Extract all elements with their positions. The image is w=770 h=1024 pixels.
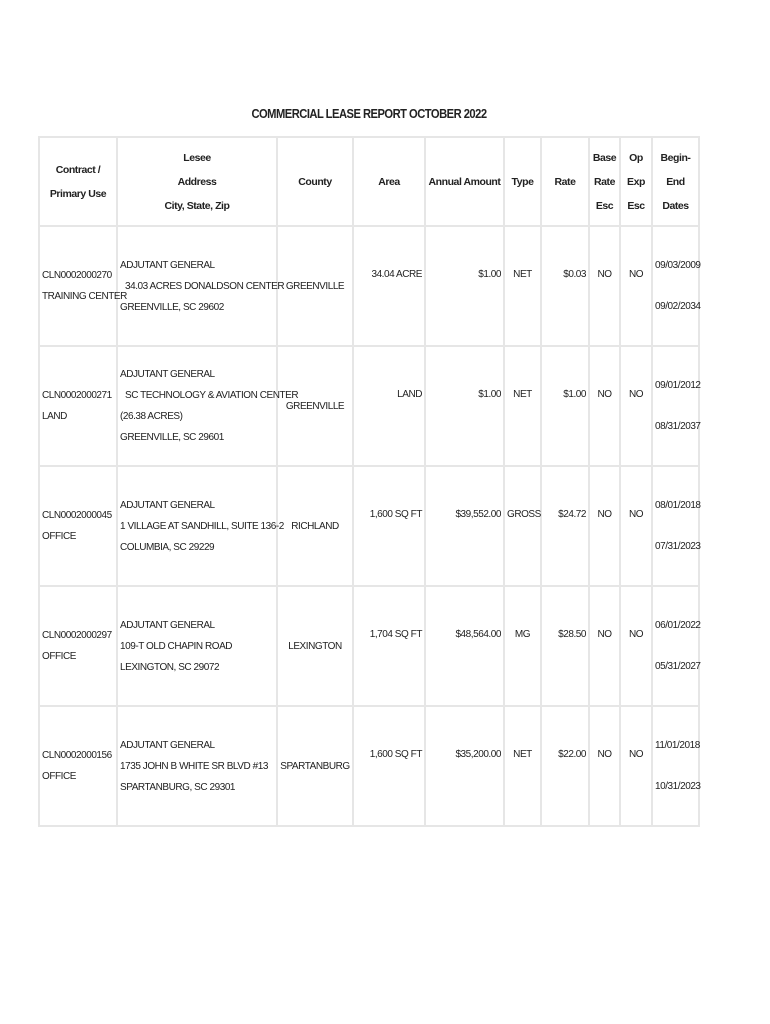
header-county: County: [277, 137, 353, 226]
dates-cell: [652, 586, 699, 706]
op-exp-esc-cell: NO: [620, 586, 652, 706]
county-cell: SPARTANBURG: [277, 706, 353, 826]
lessee-address: SC TECHNOLOGY & AVIATION CENTER: [125, 390, 299, 401]
type-cell: NET: [504, 346, 541, 466]
report-title: COMMERCIAL LEASE REPORT OCTOBER 2022: [251, 106, 487, 121]
area-cell: 1,600 SQ FT: [353, 706, 425, 826]
county-cell: GREENVILLE: [277, 226, 353, 346]
annual-amount-cell: $1.00: [425, 346, 504, 466]
lessee-name: ADJUTANT GENERAL: [120, 499, 215, 511]
primary-use: OFFICE: [42, 771, 76, 782]
contract-number: CLN0002000271: [42, 390, 112, 401]
base-rate-esc-cell: NO: [589, 466, 620, 586]
contract-cell: [39, 466, 117, 586]
area-cell: 1,704 SQ FT: [353, 586, 425, 706]
contract-cell: [39, 346, 117, 466]
rate-cell: $28.50: [541, 586, 589, 706]
base-rate-esc-cell: NO: [589, 226, 620, 346]
lessee-address: 1 VILLAGE AT SANDHILL, SUITE 136-2: [120, 520, 284, 532]
rate-cell: $1.00: [541, 346, 589, 466]
type-cell: NET: [504, 706, 541, 826]
rate-cell: $24.72: [541, 466, 589, 586]
rate-cell: $0.03: [541, 226, 589, 346]
begin-date: 09/03/2009: [655, 260, 701, 271]
contract-number: CLN0002000270: [42, 270, 112, 281]
table-row: [39, 586, 699, 706]
lessee-city: SPARTANBURG, SC 29301: [120, 781, 236, 793]
op-exp-esc-cell: NO: [620, 346, 652, 466]
lessee-city: GREENVILLE, SC 29602: [120, 301, 224, 313]
lessee-address-2: (26.38 ACRES): [120, 411, 183, 422]
lessee-city: COLUMBIA, SC 29229: [120, 541, 215, 553]
begin-date: 08/01/2018: [655, 500, 701, 511]
base-rate-esc-cell: NO: [589, 706, 620, 826]
header-base-rate-esc: Base Rate Esc: [589, 137, 620, 226]
primary-use: TRAINING CENTER: [42, 291, 127, 302]
end-date: 05/31/2027: [655, 661, 701, 672]
header-contract: Contract / Primary Use: [39, 137, 117, 226]
lessee-address: 34.03 ACRES DONALDSON CENTER: [125, 280, 285, 292]
type-cell: MG: [504, 586, 541, 706]
header-row: [39, 137, 699, 226]
lessee-cell: [117, 706, 277, 826]
lessee-cell: [117, 466, 284, 586]
end-date: 08/31/2037: [655, 421, 701, 432]
table-row: [39, 226, 699, 346]
primary-use: LAND: [42, 411, 67, 422]
annual-amount-cell: $39,552.00: [425, 466, 504, 586]
primary-use: OFFICE: [42, 651, 76, 662]
dates-cell: [652, 226, 699, 346]
lessee-cell: [117, 226, 285, 346]
area-cell: 34.04 ACRE: [353, 226, 425, 346]
rate-cell: $22.00: [541, 706, 589, 826]
dates-cell: [652, 466, 699, 586]
header-op-exp-esc: Op Exp Esc: [620, 137, 652, 226]
end-date: 09/02/2034: [655, 301, 701, 312]
header-annual-amount: Annual Amount: [425, 137, 504, 226]
lessee-address: 109-T OLD CHAPIN ROAD: [120, 640, 233, 652]
end-date: 10/31/2023: [655, 781, 701, 792]
county-cell: LEXINGTON: [277, 586, 353, 706]
county-cell: RICHLAND: [277, 466, 353, 586]
contract-number: CLN0002000297: [42, 630, 112, 641]
lessee-name: ADJUTANT GENERAL: [120, 369, 215, 380]
begin-date: 09/01/2012: [655, 380, 701, 391]
table-row: [39, 346, 699, 466]
lessee-city: GREENVILLE, SC 29601: [120, 432, 224, 443]
annual-amount-cell: $48,564.00: [425, 586, 504, 706]
op-exp-esc-cell: NO: [620, 706, 652, 826]
contract-cell: [39, 586, 117, 706]
primary-use: OFFICE: [42, 531, 76, 542]
op-exp-esc-cell: NO: [620, 466, 652, 586]
base-rate-esc-cell: NO: [589, 586, 620, 706]
lessee-city: LEXINGTON, SC 29072: [120, 661, 220, 673]
dates-cell: [652, 346, 699, 466]
contract-number: CLN0002000156: [42, 750, 112, 761]
end-date: 07/31/2023: [655, 541, 701, 552]
type-cell: NET: [504, 226, 541, 346]
begin-date: 06/01/2022: [655, 620, 701, 631]
county-cell: GREENVILLE: [277, 346, 353, 466]
annual-amount-cell: $1.00: [425, 226, 504, 346]
area-cell: LAND: [353, 346, 425, 466]
lessee-cell: [117, 586, 277, 706]
header-lessee: Lesee Address City, State, Zip: [117, 137, 277, 226]
lessee-address: 1735 JOHN B WHITE SR BLVD #13: [120, 760, 268, 772]
table-row: [39, 706, 699, 826]
lessee-name: ADJUTANT GENERAL: [120, 259, 215, 271]
contract-cell: [39, 226, 127, 346]
lessee-cell: [117, 346, 299, 466]
begin-date: 11/01/2018: [655, 740, 700, 751]
type-cell: GROSS: [504, 466, 541, 586]
header-type: Type: [504, 137, 541, 226]
header-rate: Rate: [541, 137, 589, 226]
contract-cell: [39, 706, 117, 826]
dates-cell: [652, 706, 699, 826]
header-area: Area: [353, 137, 425, 226]
lessee-name: ADJUTANT GENERAL: [120, 739, 215, 751]
header-dates: Begin-End Dates: [652, 137, 699, 226]
area-cell: 1,600 SQ FT: [353, 466, 425, 586]
table-row: [39, 466, 699, 586]
lease-table: [38, 136, 700, 827]
base-rate-esc-cell: NO: [589, 346, 620, 466]
op-exp-esc-cell: NO: [620, 226, 652, 346]
contract-number: CLN0002000045: [42, 510, 112, 521]
lessee-name: ADJUTANT GENERAL: [120, 619, 215, 631]
annual-amount-cell: $35,200.00: [425, 706, 504, 826]
